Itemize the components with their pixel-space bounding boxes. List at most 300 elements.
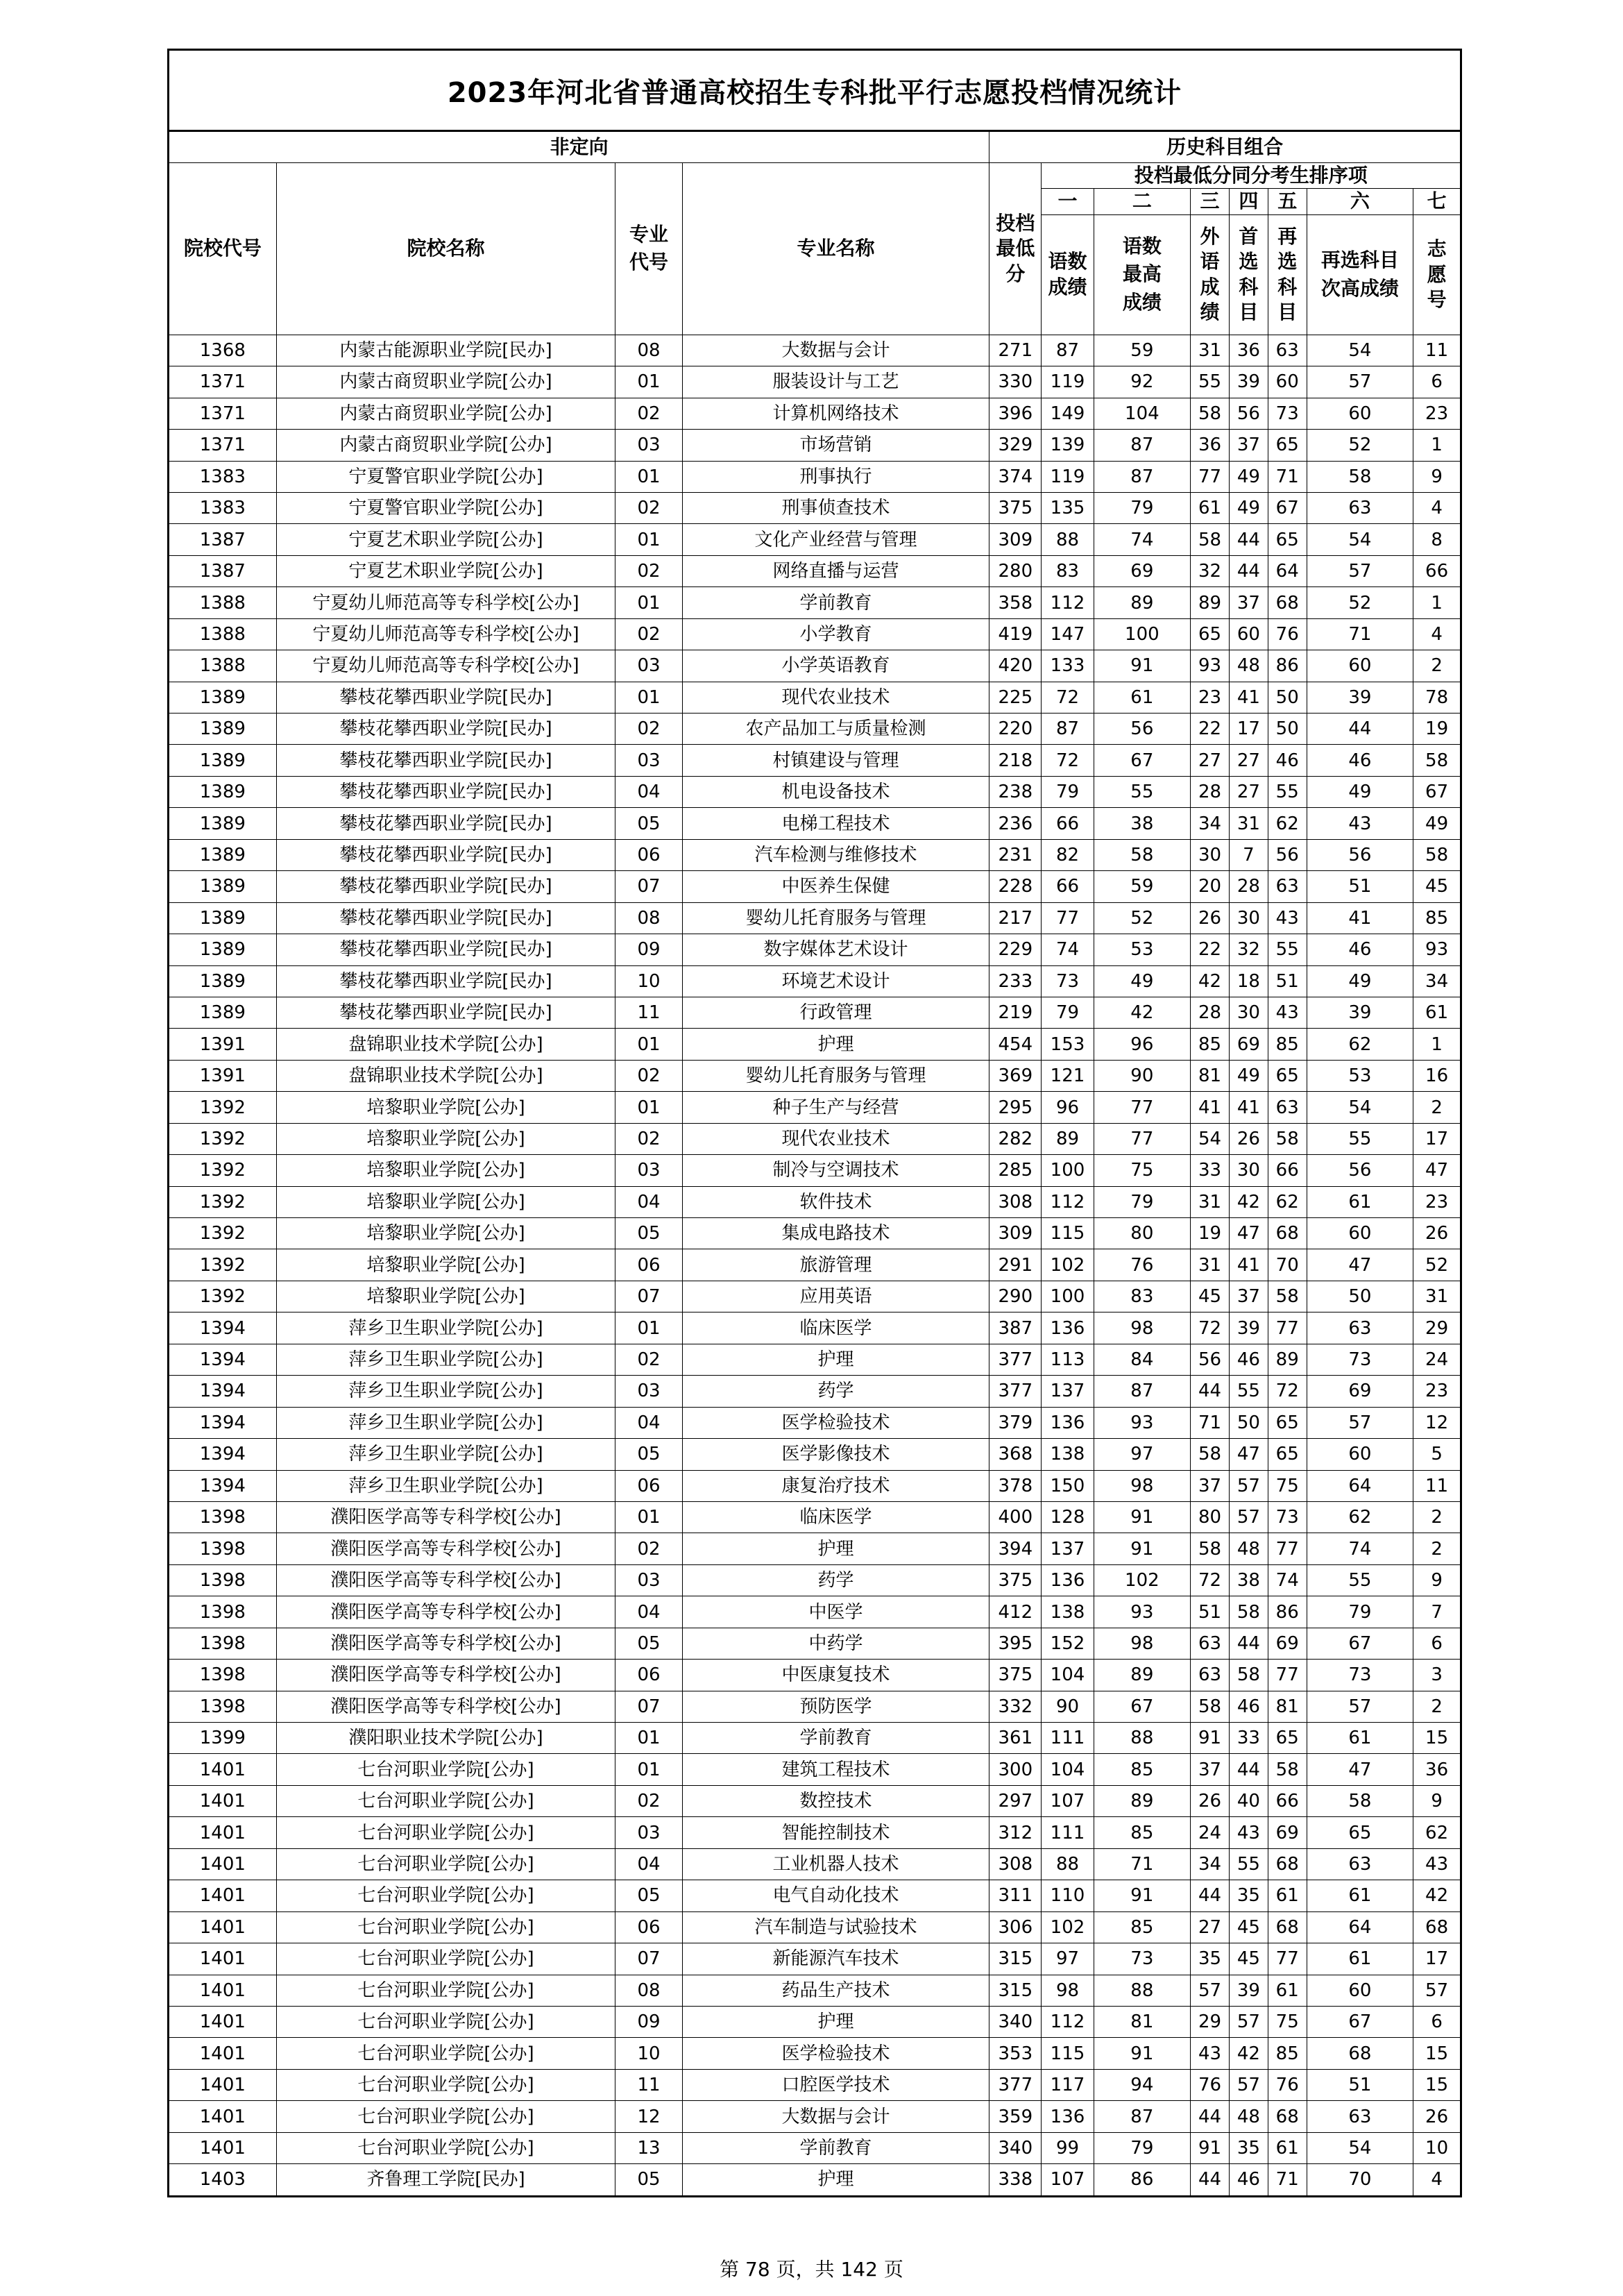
cell-chinese-math: 150 bbox=[1042, 1470, 1094, 1501]
cell-chinese-math-max: 49 bbox=[1094, 965, 1191, 997]
cell-first-subject: 58 bbox=[1229, 1660, 1268, 1691]
cell-major-code: 01 bbox=[615, 461, 683, 492]
cell-school-code: 1392 bbox=[169, 1092, 277, 1123]
cell-school-code: 1388 bbox=[169, 618, 277, 650]
cell-foreign-language: 35 bbox=[1191, 1943, 1230, 1975]
cell-first-subject: 57 bbox=[1229, 1470, 1268, 1501]
cell-min-score: 330 bbox=[989, 366, 1042, 398]
cell-reselect-second: 63 bbox=[1307, 2101, 1413, 2132]
cell-school-code: 1389 bbox=[169, 871, 277, 902]
cell-school-code: 1392 bbox=[169, 1281, 277, 1312]
cell-school-name: 濮阳医学高等专科学校[公办] bbox=[276, 1660, 615, 1691]
cell-first-subject: 41 bbox=[1229, 1249, 1268, 1281]
cell-reselect-second: 70 bbox=[1307, 2164, 1413, 2196]
cell-chinese-math: 99 bbox=[1042, 2132, 1094, 2163]
cell-major-name: 药学 bbox=[682, 1564, 989, 1596]
cell-min-score: 396 bbox=[989, 398, 1042, 429]
cell-first-subject: 50 bbox=[1229, 1407, 1268, 1438]
cell-chinese-math: 87 bbox=[1042, 335, 1094, 366]
table-row bbox=[169, 1533, 1461, 1564]
table-row bbox=[169, 1407, 1461, 1438]
cell-first-subject: 44 bbox=[1229, 1754, 1268, 1785]
cell-major-code: 03 bbox=[615, 1564, 683, 1596]
cell-first-subject: 48 bbox=[1229, 1533, 1268, 1564]
cell-school-name: 萍乡卫生职业学院[公办] bbox=[276, 1376, 615, 1407]
cell-reselect-subject: 61 bbox=[1268, 1880, 1307, 1911]
group-non-directed: 非定向 bbox=[169, 131, 989, 163]
cell-chinese-math-max: 87 bbox=[1094, 461, 1191, 492]
cell-reselect-subject: 66 bbox=[1268, 1785, 1307, 1816]
cell-chinese-math-max: 83 bbox=[1094, 1281, 1191, 1312]
cell-major-code: 05 bbox=[615, 1880, 683, 1911]
cell-reselect-subject: 68 bbox=[1268, 1848, 1307, 1880]
cell-chinese-math-max: 94 bbox=[1094, 2069, 1191, 2100]
cell-school-name: 攀枝花攀西职业学院[民办] bbox=[276, 745, 615, 776]
cell-major-name: 临床医学 bbox=[682, 1501, 989, 1533]
cell-major-name: 农产品加工与质量检测 bbox=[682, 714, 989, 745]
table-row bbox=[169, 1754, 1461, 1785]
cell-preference-no: 17 bbox=[1413, 1123, 1461, 1154]
cell-reselect-subject: 60 bbox=[1268, 366, 1307, 398]
cell-major-name: 中医养生保健 bbox=[682, 871, 989, 902]
table-row bbox=[169, 1218, 1461, 1249]
cell-foreign-language: 44 bbox=[1191, 2164, 1230, 2196]
cell-major-name: 电梯工程技术 bbox=[682, 808, 989, 839]
cell-preference-no: 42 bbox=[1413, 1880, 1461, 1911]
cell-min-score: 361 bbox=[989, 1723, 1042, 1754]
cell-foreign-language: 72 bbox=[1191, 1564, 1230, 1596]
cell-school-code: 1401 bbox=[169, 1817, 277, 1848]
tie-label-preference-no: 志愿号 bbox=[1413, 214, 1461, 335]
cell-school-code: 1383 bbox=[169, 492, 277, 523]
cell-school-code: 1403 bbox=[169, 2164, 277, 2196]
cell-chinese-math: 104 bbox=[1042, 1660, 1094, 1691]
cell-chinese-math-max: 81 bbox=[1094, 2006, 1191, 2037]
cell-first-subject: 40 bbox=[1229, 1785, 1268, 1816]
cell-foreign-language: 32 bbox=[1191, 555, 1230, 586]
cell-reselect-second: 54 bbox=[1307, 2132, 1413, 2163]
cell-chinese-math-max: 87 bbox=[1094, 1376, 1191, 1407]
cell-first-subject: 47 bbox=[1229, 1439, 1268, 1470]
table-row bbox=[169, 1785, 1461, 1816]
table-row bbox=[169, 1596, 1461, 1628]
cell-chinese-math-max: 42 bbox=[1094, 997, 1191, 1028]
cell-school-code: 1401 bbox=[169, 1880, 277, 1911]
cell-preference-no: 8 bbox=[1413, 524, 1461, 555]
cell-school-code: 1394 bbox=[169, 1344, 277, 1375]
cell-chinese-math: 83 bbox=[1042, 555, 1094, 586]
cell-chinese-math-max: 91 bbox=[1094, 1533, 1191, 1564]
cell-foreign-language: 29 bbox=[1191, 2006, 1230, 2037]
cell-preference-no: 15 bbox=[1413, 2038, 1461, 2069]
cell-major-code: 02 bbox=[615, 492, 683, 523]
cell-reselect-subject: 61 bbox=[1268, 1975, 1307, 2006]
cell-reselect-subject: 64 bbox=[1268, 555, 1307, 586]
cell-first-subject: 35 bbox=[1229, 1880, 1268, 1911]
cell-major-name: 大数据与会计 bbox=[682, 2101, 989, 2132]
cell-major-name: 药品生产技术 bbox=[682, 1975, 989, 2006]
cell-school-name: 宁夏艺术职业学院[公办] bbox=[276, 555, 615, 586]
cell-major-code: 06 bbox=[615, 1249, 683, 1281]
cell-reselect-subject: 65 bbox=[1268, 1407, 1307, 1438]
cell-chinese-math: 111 bbox=[1042, 1723, 1094, 1754]
cell-foreign-language: 76 bbox=[1191, 2069, 1230, 2100]
cell-chinese-math: 97 bbox=[1042, 1943, 1094, 1975]
cell-min-score: 309 bbox=[989, 1218, 1042, 1249]
cell-chinese-math-max: 91 bbox=[1094, 1880, 1191, 1911]
cell-chinese-math-max: 97 bbox=[1094, 1439, 1191, 1470]
cell-preference-no: 11 bbox=[1413, 1470, 1461, 1501]
cell-school-name: 濮阳医学高等专科学校[公办] bbox=[276, 1533, 615, 1564]
cell-preference-no: 4 bbox=[1413, 618, 1461, 650]
cell-chinese-math: 110 bbox=[1042, 1880, 1094, 1911]
cell-preference-no: 31 bbox=[1413, 1281, 1461, 1312]
cell-reselect-second: 39 bbox=[1307, 997, 1413, 1028]
cell-foreign-language: 91 bbox=[1191, 2132, 1230, 2163]
cell-min-score: 338 bbox=[989, 2164, 1042, 2196]
cell-school-code: 1399 bbox=[169, 1723, 277, 1754]
cell-major-code: 01 bbox=[615, 1501, 683, 1533]
cell-chinese-math-max: 89 bbox=[1094, 587, 1191, 618]
cell-chinese-math: 152 bbox=[1042, 1628, 1094, 1659]
cell-major-code: 07 bbox=[615, 1691, 683, 1722]
cell-preference-no: 34 bbox=[1413, 965, 1461, 997]
cell-reselect-second: 56 bbox=[1307, 1155, 1413, 1186]
cell-chinese-math: 119 bbox=[1042, 461, 1094, 492]
cell-preference-no: 58 bbox=[1413, 839, 1461, 870]
cell-preference-no: 78 bbox=[1413, 682, 1461, 713]
cell-school-name: 培黎职业学院[公办] bbox=[276, 1155, 615, 1186]
table-row bbox=[169, 1817, 1461, 1848]
cell-preference-no: 67 bbox=[1413, 776, 1461, 807]
cell-school-code: 1389 bbox=[169, 682, 277, 713]
cell-major-code: 03 bbox=[615, 430, 683, 461]
cell-reselect-subject: 70 bbox=[1268, 1249, 1307, 1281]
table-row bbox=[169, 1628, 1461, 1659]
cell-major-code: 06 bbox=[615, 1470, 683, 1501]
cell-reselect-subject: 56 bbox=[1268, 839, 1307, 870]
cell-school-code: 1389 bbox=[169, 997, 277, 1028]
cell-chinese-math: 66 bbox=[1042, 871, 1094, 902]
cell-first-subject: 18 bbox=[1229, 965, 1268, 997]
cell-foreign-language: 30 bbox=[1191, 839, 1230, 870]
cell-major-name: 种子生产与经营 bbox=[682, 1092, 989, 1123]
cell-min-score: 312 bbox=[989, 1817, 1042, 1848]
cell-reselect-second: 79 bbox=[1307, 1596, 1413, 1628]
cell-first-subject: 41 bbox=[1229, 1092, 1268, 1123]
cell-major-name: 医学检验技术 bbox=[682, 1407, 989, 1438]
cell-major-name: 婴幼儿托育服务与管理 bbox=[682, 1060, 989, 1091]
cell-min-score: 229 bbox=[989, 934, 1042, 965]
cell-chinese-math: 79 bbox=[1042, 776, 1094, 807]
cell-major-name: 刑事侦查技术 bbox=[682, 492, 989, 523]
cell-reselect-second: 58 bbox=[1307, 461, 1413, 492]
cell-school-name: 攀枝花攀西职业学院[民办] bbox=[276, 808, 615, 839]
cell-school-name: 宁夏警官职业学院[公办] bbox=[276, 461, 615, 492]
cell-chinese-math-max: 89 bbox=[1094, 1660, 1191, 1691]
cell-reselect-subject: 43 bbox=[1268, 902, 1307, 934]
cell-school-name: 内蒙古能源职业学院[民办] bbox=[276, 335, 615, 366]
cell-preference-no: 19 bbox=[1413, 714, 1461, 745]
cell-major-code: 02 bbox=[615, 618, 683, 650]
cell-reselect-second: 67 bbox=[1307, 2006, 1413, 2037]
cell-chinese-math-max: 102 bbox=[1094, 1564, 1191, 1596]
table-body bbox=[169, 335, 1461, 2196]
cell-chinese-math-max: 80 bbox=[1094, 1218, 1191, 1249]
cell-first-subject: 35 bbox=[1229, 2132, 1268, 2163]
cell-reselect-subject: 75 bbox=[1268, 1470, 1307, 1501]
cell-min-score: 353 bbox=[989, 2038, 1042, 2069]
cell-school-name: 内蒙古商贸职业学院[公办] bbox=[276, 366, 615, 398]
cell-school-name: 培黎职业学院[公办] bbox=[276, 1123, 615, 1154]
table-row bbox=[169, 1501, 1461, 1533]
cell-chinese-math-max: 75 bbox=[1094, 1155, 1191, 1186]
cell-min-score: 238 bbox=[989, 776, 1042, 807]
cell-major-code: 03 bbox=[615, 650, 683, 682]
cell-major-name: 医学影像技术 bbox=[682, 1439, 989, 1470]
cell-reselect-subject: 55 bbox=[1268, 776, 1307, 807]
cell-preference-no: 9 bbox=[1413, 1785, 1461, 1816]
cell-school-code: 1389 bbox=[169, 902, 277, 934]
cell-chinese-math-max: 88 bbox=[1094, 1975, 1191, 2006]
cell-first-subject: 7 bbox=[1229, 839, 1268, 870]
cell-school-name: 内蒙古商贸职业学院[公办] bbox=[276, 398, 615, 429]
cell-min-score: 271 bbox=[989, 335, 1042, 366]
tie-label-chinese-math: 语数成绩 bbox=[1042, 214, 1094, 335]
cell-major-name: 护理 bbox=[682, 1344, 989, 1375]
cell-preference-no: 2 bbox=[1413, 1501, 1461, 1533]
cell-chinese-math: 136 bbox=[1042, 1312, 1094, 1344]
cell-min-score: 359 bbox=[989, 2101, 1042, 2132]
cell-preference-no: 61 bbox=[1413, 997, 1461, 1028]
cell-major-name: 中药学 bbox=[682, 1628, 989, 1659]
cell-major-code: 08 bbox=[615, 902, 683, 934]
cell-first-subject: 47 bbox=[1229, 1218, 1268, 1249]
cell-reselect-second: 65 bbox=[1307, 1817, 1413, 1848]
cell-foreign-language: 26 bbox=[1191, 1785, 1230, 1816]
cell-foreign-language: 58 bbox=[1191, 1439, 1230, 1470]
cell-chinese-math: 77 bbox=[1042, 902, 1094, 934]
cell-min-score: 233 bbox=[989, 965, 1042, 997]
cell-chinese-math-max: 59 bbox=[1094, 871, 1191, 902]
cell-chinese-math: 135 bbox=[1042, 492, 1094, 523]
tie-label-chinese-math-max: 语数最高成绩 bbox=[1094, 214, 1191, 335]
cell-reselect-subject: 73 bbox=[1268, 398, 1307, 429]
cell-chinese-math-max: 61 bbox=[1094, 682, 1191, 713]
cell-major-code: 01 bbox=[615, 366, 683, 398]
cell-reselect-subject: 46 bbox=[1268, 745, 1307, 776]
cell-major-code: 01 bbox=[615, 587, 683, 618]
cell-foreign-language: 22 bbox=[1191, 934, 1230, 965]
cell-school-name: 攀枝花攀西职业学院[民办] bbox=[276, 776, 615, 807]
cell-chinese-math: 149 bbox=[1042, 398, 1094, 429]
cell-reselect-subject: 67 bbox=[1268, 492, 1307, 523]
cell-reselect-second: 46 bbox=[1307, 745, 1413, 776]
cell-reselect-second: 68 bbox=[1307, 2038, 1413, 2069]
cell-min-score: 394 bbox=[989, 1533, 1042, 1564]
table-row bbox=[169, 1155, 1461, 1186]
cell-chinese-math-max: 69 bbox=[1094, 555, 1191, 586]
cell-school-name: 萍乡卫生职业学院[公办] bbox=[276, 1470, 615, 1501]
cell-foreign-language: 19 bbox=[1191, 1218, 1230, 1249]
cell-foreign-language: 91 bbox=[1191, 1723, 1230, 1754]
cell-reselect-second: 44 bbox=[1307, 714, 1413, 745]
cell-preference-no: 1 bbox=[1413, 430, 1461, 461]
cell-first-subject: 46 bbox=[1229, 1691, 1268, 1722]
cell-min-score: 295 bbox=[989, 1092, 1042, 1123]
cell-first-subject: 37 bbox=[1229, 430, 1268, 461]
table-row bbox=[169, 745, 1461, 776]
cell-preference-no: 93 bbox=[1413, 934, 1461, 965]
cell-first-subject: 43 bbox=[1229, 1817, 1268, 1848]
cell-first-subject: 57 bbox=[1229, 2006, 1268, 2037]
cell-reselect-subject: 68 bbox=[1268, 1218, 1307, 1249]
cell-major-name: 汽车检测与维修技术 bbox=[682, 839, 989, 870]
cell-chinese-math: 72 bbox=[1042, 682, 1094, 713]
cell-min-score: 358 bbox=[989, 587, 1042, 618]
cell-preference-no: 3 bbox=[1413, 1660, 1461, 1691]
cell-preference-no: 2 bbox=[1413, 1092, 1461, 1123]
cell-chinese-math: 136 bbox=[1042, 1407, 1094, 1438]
cell-chinese-math: 102 bbox=[1042, 1911, 1094, 1943]
cell-preference-no: 23 bbox=[1413, 398, 1461, 429]
cell-chinese-math: 137 bbox=[1042, 1376, 1094, 1407]
cell-first-subject: 46 bbox=[1229, 1344, 1268, 1375]
cell-chinese-math: 136 bbox=[1042, 1564, 1094, 1596]
cell-foreign-language: 58 bbox=[1191, 398, 1230, 429]
cell-preference-no: 24 bbox=[1413, 1344, 1461, 1375]
cell-major-code: 01 bbox=[615, 1092, 683, 1123]
cell-reselect-subject: 65 bbox=[1268, 524, 1307, 555]
cell-foreign-language: 37 bbox=[1191, 1470, 1230, 1501]
cell-major-code: 09 bbox=[615, 934, 683, 965]
table-row bbox=[169, 398, 1461, 429]
cell-reselect-second: 61 bbox=[1307, 1943, 1413, 1975]
cell-school-code: 1387 bbox=[169, 555, 277, 586]
cell-reselect-subject: 62 bbox=[1268, 1186, 1307, 1217]
cell-school-code: 1389 bbox=[169, 745, 277, 776]
cell-reselect-second: 51 bbox=[1307, 871, 1413, 902]
cell-chinese-math-max: 79 bbox=[1094, 492, 1191, 523]
cell-min-score: 300 bbox=[989, 1754, 1042, 1785]
cell-chinese-math-max: 85 bbox=[1094, 1911, 1191, 1943]
group-history-combo: 历史科目组合 bbox=[989, 131, 1461, 163]
table-row bbox=[169, 997, 1461, 1028]
cell-first-subject: 30 bbox=[1229, 997, 1268, 1028]
cell-preference-no: 29 bbox=[1413, 1312, 1461, 1344]
cell-first-subject: 37 bbox=[1229, 1281, 1268, 1312]
cell-reselect-second: 60 bbox=[1307, 1439, 1413, 1470]
cell-school-name: 濮阳医学高等专科学校[公办] bbox=[276, 1628, 615, 1659]
cell-major-name: 智能控制技术 bbox=[682, 1817, 989, 1848]
cell-first-subject: 45 bbox=[1229, 1911, 1268, 1943]
table-row bbox=[169, 1092, 1461, 1123]
cell-min-score: 377 bbox=[989, 2069, 1042, 2100]
cell-reselect-second: 64 bbox=[1307, 1911, 1413, 1943]
cell-min-score: 329 bbox=[989, 430, 1042, 461]
cell-chinese-math-max: 85 bbox=[1094, 1754, 1191, 1785]
table-row bbox=[169, 965, 1461, 997]
cell-school-name: 濮阳医学高等专科学校[公办] bbox=[276, 1564, 615, 1596]
cell-chinese-math: 112 bbox=[1042, 1186, 1094, 1217]
cell-major-name: 预防医学 bbox=[682, 1691, 989, 1722]
cell-foreign-language: 33 bbox=[1191, 1155, 1230, 1186]
cell-reselect-subject: 61 bbox=[1268, 2132, 1307, 2163]
cell-school-code: 1371 bbox=[169, 430, 277, 461]
cell-major-code: 04 bbox=[615, 1186, 683, 1217]
cell-min-score: 217 bbox=[989, 902, 1042, 934]
cell-first-subject: 49 bbox=[1229, 492, 1268, 523]
cell-foreign-language: 44 bbox=[1191, 1376, 1230, 1407]
cell-reselect-second: 60 bbox=[1307, 398, 1413, 429]
cell-major-name: 新能源汽车技术 bbox=[682, 1943, 989, 1975]
cell-chinese-math-max: 59 bbox=[1094, 335, 1191, 366]
cell-preference-no: 6 bbox=[1413, 1628, 1461, 1659]
cell-chinese-math: 96 bbox=[1042, 1092, 1094, 1123]
cell-major-name: 服装设计与工艺 bbox=[682, 366, 989, 398]
cell-chinese-math: 137 bbox=[1042, 1533, 1094, 1564]
cell-major-code: 09 bbox=[615, 2006, 683, 2037]
cell-reselect-second: 46 bbox=[1307, 934, 1413, 965]
cell-major-name: 应用英语 bbox=[682, 1281, 989, 1312]
cell-chinese-math: 113 bbox=[1042, 1344, 1094, 1375]
cell-first-subject: 57 bbox=[1229, 1501, 1268, 1533]
cell-major-code: 05 bbox=[615, 1439, 683, 1470]
cell-reselect-subject: 58 bbox=[1268, 1281, 1307, 1312]
cell-min-score: 375 bbox=[989, 1660, 1042, 1691]
cell-chinese-math: 66 bbox=[1042, 808, 1094, 839]
cell-preference-no: 11 bbox=[1413, 335, 1461, 366]
cell-reselect-second: 71 bbox=[1307, 618, 1413, 650]
cell-reselect-second: 63 bbox=[1307, 1312, 1413, 1344]
tie-num-5: 五 bbox=[1268, 189, 1307, 214]
cell-school-code: 1392 bbox=[169, 1186, 277, 1217]
cell-school-name: 宁夏幼儿师范高等专科学校[公办] bbox=[276, 650, 615, 682]
cell-first-subject: 48 bbox=[1229, 2101, 1268, 2132]
cell-school-name: 萍乡卫生职业学院[公办] bbox=[276, 1439, 615, 1470]
cell-min-score: 377 bbox=[989, 1376, 1042, 1407]
table-row bbox=[169, 1249, 1461, 1281]
cell-reselect-subject: 58 bbox=[1268, 1754, 1307, 1785]
cell-major-code: 07 bbox=[615, 1281, 683, 1312]
cell-foreign-language: 55 bbox=[1191, 366, 1230, 398]
cell-school-code: 1389 bbox=[169, 714, 277, 745]
cell-school-name: 宁夏艺术职业学院[公办] bbox=[276, 524, 615, 555]
cell-major-code: 03 bbox=[615, 1155, 683, 1186]
cell-major-code: 06 bbox=[615, 1660, 683, 1691]
cell-school-name: 七台河职业学院[公办] bbox=[276, 1848, 615, 1880]
cell-reselect-subject: 77 bbox=[1268, 1533, 1307, 1564]
cell-reselect-subject: 76 bbox=[1268, 2069, 1307, 2100]
cell-preference-no: 6 bbox=[1413, 366, 1461, 398]
cell-major-name: 药学 bbox=[682, 1376, 989, 1407]
cell-school-name: 攀枝花攀西职业学院[民办] bbox=[276, 839, 615, 870]
cell-major-code: 01 bbox=[615, 1029, 683, 1060]
cell-foreign-language: 23 bbox=[1191, 682, 1230, 713]
cell-chinese-math: 138 bbox=[1042, 1439, 1094, 1470]
cell-major-code: 05 bbox=[615, 1218, 683, 1249]
table-row bbox=[169, 461, 1461, 492]
cell-first-subject: 44 bbox=[1229, 1628, 1268, 1659]
table-row bbox=[169, 1029, 1461, 1060]
cell-school-name: 宁夏幼儿师范高等专科学校[公办] bbox=[276, 618, 615, 650]
cell-school-name: 齐鲁理工学院[民办] bbox=[276, 2164, 615, 2196]
cell-chinese-math-max: 93 bbox=[1094, 1596, 1191, 1628]
cell-chinese-math-max: 87 bbox=[1094, 2101, 1191, 2132]
cell-foreign-language: 24 bbox=[1191, 1817, 1230, 1848]
cell-preference-no: 10 bbox=[1413, 2132, 1461, 2163]
cell-school-code: 1388 bbox=[169, 650, 277, 682]
